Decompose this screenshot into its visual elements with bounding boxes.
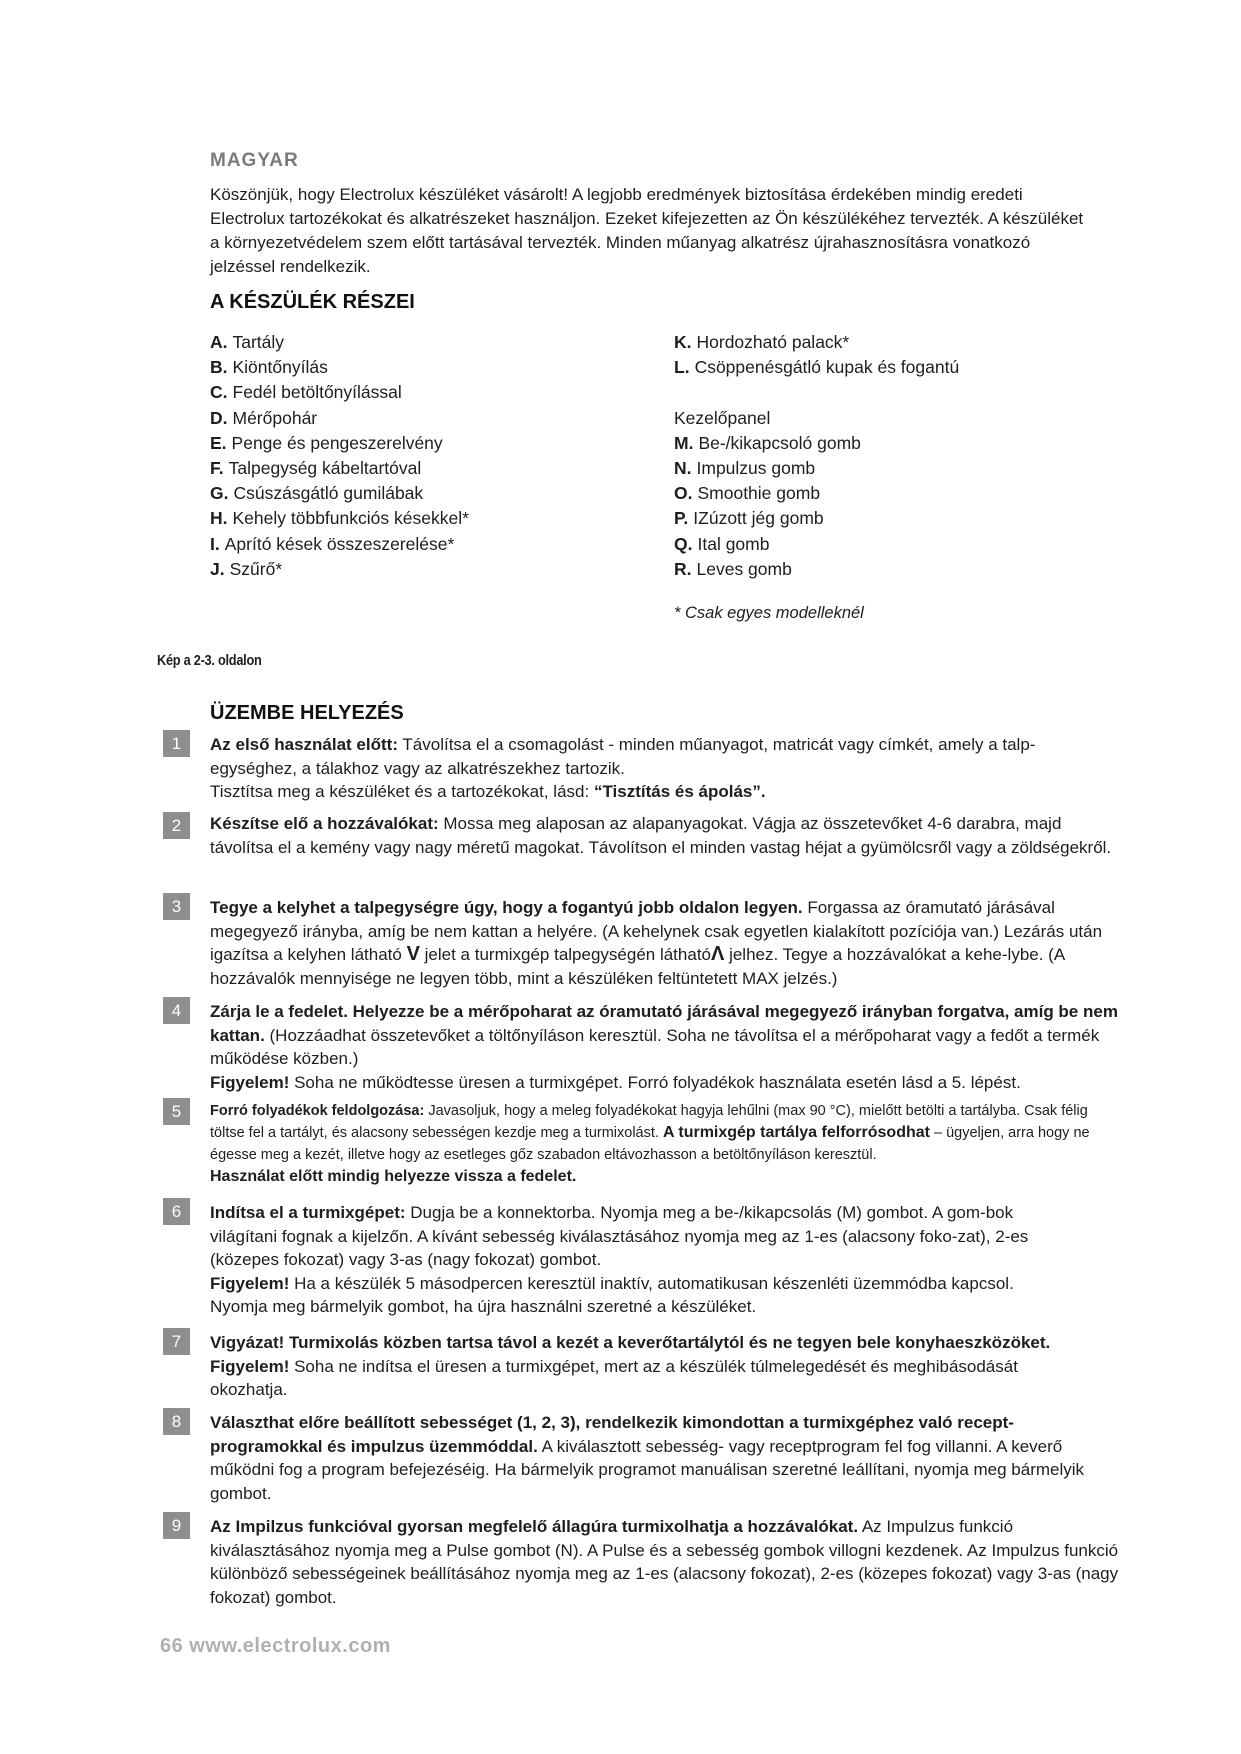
step-2: Készítse elő a hozzávalókat: Mossa meg alaposan az alapanyagokat. Vágja az összetevőket 4-6 darabra, majd távolítsa el a kemény vagy nagy méretű magokat. Távolítson el minden vastag héjat a gyümölcsről vagy a zöldségekről. xyxy=(210,814,1112,857)
part-item: I. Aprító kések összeszerelése* xyxy=(210,533,455,554)
part-item: P. IZúzott jég gomb xyxy=(674,508,824,529)
intro-paragraph: Köszönjük, hogy Electrolux készüléket vásárolt! A legjobb eredmények biztosítása érdekében mindig eredeti Electrolux tartozékokat és alkatrészeket használjon. Ezeket kifejezetten az Ön készülékéhez tervezték. A készüléket a környezetvédelem szem előtt tartásával tervezték. Minden műanyag alkatrész újrahasznosításra vonatkozó jelzéssel rendelkezik. xyxy=(210,185,1084,276)
step-1: Az első használat előtt: Távolítsa el a csomagolást - minden műanyagot, matricát vagy címkét, amely a talp-egységhez, a tálakhoz vagy az alkatrészekhez tartozik. Tisztítsa meg a készüléket és a tartozékokat, lásd: “Tisztítás és ápolás”. xyxy=(210,735,1036,801)
part-item: R. Leves gomb xyxy=(674,558,792,579)
part-item: G. Csúszásgátló gumilábak xyxy=(210,483,424,504)
step-6: Indítsa el a turmixgépet: Dugja be a konnektorba. Nyomja meg a be-/kikapcsolás (M) gombot. A gom-bok világítani fognak a kijelzőn. A kívánt sebesség kiválasztásához nyomja meg az 1-es (alacsony foko-zat), 2-es (közepes fokozat) vagy 3-as (nagy fokozat) gombot. Figyelem! Ha a készülék 5 másodpercen keresztül inaktív, automatikusan készenléti üzemmódba kapcsol. Nyomja meg bármelyik gombot, ha újra használni szeretné a készüléket. xyxy=(210,1203,1029,1316)
step-number-badge: 7 xyxy=(163,1328,190,1355)
caret-mark-icon: Λ xyxy=(711,943,725,965)
step-number-badge: 4 xyxy=(163,997,190,1024)
parts-list-right xyxy=(674,330,1094,582)
part-item: D. Mérőpohár xyxy=(210,407,318,428)
see-images-note: Kép a 2-3. oldalon xyxy=(157,652,262,669)
part-item: A. Tartály xyxy=(210,332,285,352)
step-3: Tegye a kelyhet a talpegységre úgy, hogy a fogantyú jobb oldalon legyen. Forgassa az óramutató járásával megegyező irányba, amíg be nem kattan a helyére. (A kehelynek csak egyetlen kialakított pozíciója van.) Lezárás után igazítsa a kelyhen látható V jelet a turmixgép talpegységén láthatóΛ jelhez. Tegye a hozzávalókat a kehe-lybe. (A hozzávalók mennyisége ne legyen több, mint a készüléken feltüntetett MAX jelzés.) xyxy=(210,898,1103,988)
part-item: H. Kehely többfunkciós késekkel* xyxy=(210,508,469,529)
step-8: Választhat előre beállított sebességet (1, 2, 3), rendelkezik kimondottan a turmixgéphez való recept-programokkal és impulzus üzemmóddal. A kiválasztott sebesség- vagy receptprogram fel fog villanni. A keverő működni fog a program befejezéséig. Ha bármelyik programot manuálisan szeretné leállítani, nyomja meg bármelyik gombot. xyxy=(210,1413,1085,1503)
step-number-badge: 9 xyxy=(163,1512,190,1539)
step-9: Az Impilzus funkcióval gyorsan megfelelő állagúra turmixolhatja a hozzávalókat. Az Impulzus funkció kiválasztásához nyomja meg a Pulse gombot (N). A Pulse és a sebesség gombok villogni kezdenek. Az Impulzus funkció különböző sebességeinek beállításához nyomja meg az 1-es (alacsony fokozat), 2-es (közepes fokozat) vagy 3-as (nagy fokozat) gombot. xyxy=(210,1517,1119,1607)
parts-heading: A KÉSZÜLÉK RÉSZEI xyxy=(210,291,415,313)
step-number-badge: 1 xyxy=(163,730,190,757)
part-item: B. Kiöntőnyílás xyxy=(210,357,328,378)
step-number-badge: 8 xyxy=(163,1408,190,1435)
part-item: C. Fedél betöltőnyílással xyxy=(210,382,402,403)
step-number-badge: 5 xyxy=(163,1098,190,1125)
part-item: J. Szűrő* xyxy=(210,558,283,579)
language-heading: MAGYAR xyxy=(210,150,299,171)
footnote: * Csak egyes modelleknél xyxy=(674,604,864,622)
part-item: M. Be-/kikapcsoló gomb xyxy=(674,432,861,453)
part-item: Q. Ital gomb xyxy=(674,533,770,554)
control-panel-heading: Kezelőpanel xyxy=(674,407,771,428)
step-4: Zárja le a fedelet. Helyezze be a mérőpoharat az óramutató járásával megegyező irányban forgatva, amíg be nem kattan. (Hozzáadhat összetevőket a töltőnyíláson keresztül. Soha ne távolítsa el a mérőpoharat vagy a fedőt a termék működése közben.) Figyelem! Soha ne működtesse üresen a turmixgépet. Forró folyadékok használata esetén lásd a 5. lépést. xyxy=(210,1002,1118,1092)
step-number-badge: 3 xyxy=(163,893,190,920)
step-number-badge: 2 xyxy=(163,812,190,839)
part-item: L. Csöppenésgátló kupak és fogantú xyxy=(674,357,960,378)
page-footer: 66 www.electrolux.com xyxy=(160,1635,391,1657)
part-item: N. Impulzus gomb xyxy=(674,457,816,478)
part-item: F. Talpegység kábeltartóval xyxy=(210,457,422,478)
operation-heading: ÜZEMBE HELYEZÉS xyxy=(210,702,404,724)
parts-list-left xyxy=(210,330,650,582)
part-item: O. Smoothie gomb xyxy=(674,483,821,504)
v-mark-icon: V xyxy=(406,943,420,965)
step-7: Vigyázat! Turmixolás közben tartsa távol a kezét a keverőtartálytól és ne tegyen bele konyhaeszközöket. Figyelem! Soha ne indítsa el üresen a turmixgépet, mert az a készülék túlmelegedését és meghibásodását okozhatja. xyxy=(210,1333,1051,1399)
part-item: E. Penge és pengeszerelvény xyxy=(210,432,443,453)
step-5: Forró folyadékok feldolgozása: Javasoljuk, hogy a meleg folyadékokat hagyja lehűlni (max 90 °C), mielőtt betölti a tartályba. Csak félig töltse fel a tartályt, és alacsony sebességen kezdje meg a turmixolást. A turmixgép tartálya felforrósodhat – ügyeljen, arra hogy ne égesse meg a kezét, illetve hogy az esetleges gőz szabadon eltávozhasson a betöltőnyíláson keresztül. Használat előtt mindig helyezze vissza a fedelet. xyxy=(210,1103,1090,1185)
part-item: K. Hordozható palack* xyxy=(674,332,850,352)
step-number-badge: 6 xyxy=(163,1198,190,1225)
